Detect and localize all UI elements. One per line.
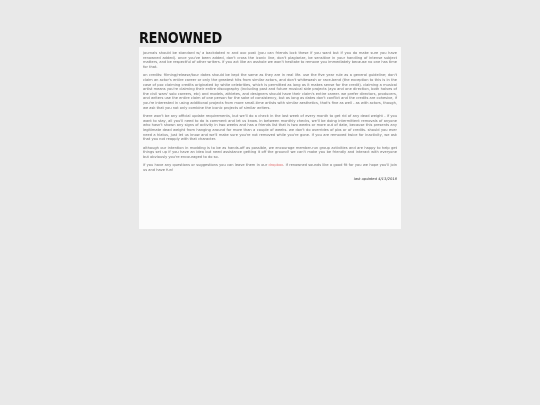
contact-text-after: . if renowned sounds like a good fit for you we hope you'll join us and have fun! — [143, 163, 397, 173]
rules-paragraph-journals: journals should be standard w/ a backdated rc and ooc post (you can friends lock these if you want but if you do make sure you have renowned added). once you've been added, don't cross the iconic line, don't plagiarize, be sensitive in your handling of intense subject matters, and be respectful of other writers. if you act like an asshole we won't hesitate to remove you immediately because no one has time for that. — [143, 51, 397, 69]
rules-paragraph-activity: there won't be any official update requirements, but we'll do a check in the last week of every month to get rid of any dead weight - if you want to stay, all you'll need to do is comment and let us know. in between monthly checks, we'll be doing intermittent removals of anyone who hasn't shown any signs of activity in two weeks and has a friends list that is two weeks or more out of date, because this presents any legitimate dead weight from hanging around for more than a couple of weeks. we don't do overrides of pbs or of credits. should you ever need a hiatus, just let us know and we'll make sure you're not removed while you're gone. if you are removed twice for inactivity, we ask that you not reapply with that character. — [143, 114, 397, 142]
rules-paragraph-community: although our intention in modding is to be as hands-off as possible, we encourage member-run group activities and are happy to help get things set up if you have an idea but need assistance getting it off the ground! we can't make you be friendly and interact with everyone but obviously you're encouraged to do so. — [143, 145, 397, 159]
rules-panel — [139, 47, 401, 229]
page-wrapper — [139, 30, 401, 229]
site-logo: RENOWNED — [139, 29, 222, 47]
dropbox-link[interactable]: dropbox — [268, 163, 284, 168]
last-updated: last updated 4/13/2018 — [353, 176, 397, 181]
rules-paragraph-contact — [143, 163, 397, 172]
contact-text-before: if you have any questions or suggestions you can leave them in our — [143, 163, 269, 168]
rules-paragraph-credits: on credits: filming/release/tour dates should be kept the same as they are in real life. use the five year rule as a general guideline; don't claim an actor's entire career or only the greatest hits from similar actors, and don't whitewash or race-bend (the exception to this is in the case of poc claiming credits originated by white celebrities, which is permitted as long as it makes sense for the credit). claiming a musical artist means you're claiming their entire discography (including past and future musical side projects (ayo and one direction, both halves of the civil wars' solo careers, etc) and models, athletes, and designers should have their claim's entire career. we prefer directors, producers, and writers use the entire claim of one person for the sake of consistency, but as long as dates don't conflict and the credits are cohesive, if you're interested in using additional projects from more small-time artists with similar aesthetics, that's fine as well - as with actors, though, we ask that you not only combine the iconic projects of similar writers. — [143, 73, 397, 110]
